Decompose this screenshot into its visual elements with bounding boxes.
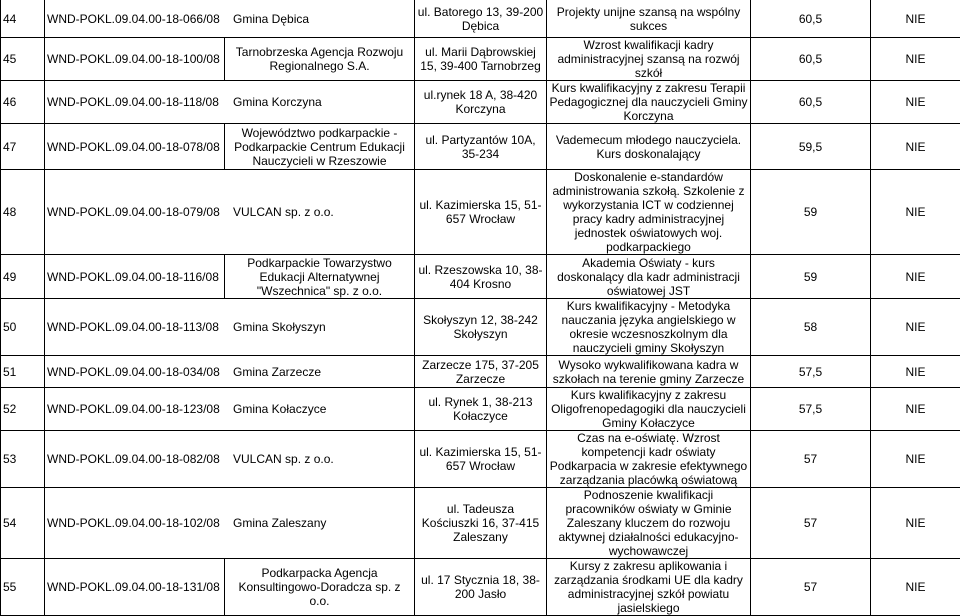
applicant-address: ul. 17 Stycznia 18, 38-200 Jasło	[415, 559, 547, 616]
result-status: NIE	[871, 388, 960, 431]
applicant-address: ul. Marii Dąbrowskiej 15, 39-400 Tarnobrzeg	[415, 38, 547, 81]
row-number: 53	[1, 431, 45, 488]
row-number: 55	[1, 559, 45, 616]
result-status: NIE	[871, 81, 960, 124]
table-row	[1, 0, 960, 38]
table-row	[1, 559, 960, 616]
row-number: 46	[1, 81, 45, 124]
result-status: NIE	[871, 488, 960, 559]
table-row	[1, 81, 960, 124]
table-row	[1, 170, 960, 255]
applicant-name: Podkarpackie Towarzystwo Edukacji Alternatywnej "Wszechnica" sp. z o.o.	[225, 255, 415, 299]
application-code: WND-POKL.09.04.00-18-123/08	[47, 402, 233, 416]
application-code: WND-POKL.09.04.00-18-100/08	[45, 38, 225, 81]
table-row	[1, 431, 960, 488]
code-org-cell	[45, 388, 415, 431]
points-score: 57	[751, 488, 871, 559]
table-row	[1, 255, 960, 299]
result-status: NIE	[871, 0, 960, 38]
points-score: 57,5	[751, 388, 871, 431]
project-title: Kurs kwalifikacyjny z zakresu Terapii Pedagogicznej dla nauczycieli Gminy Korczyna	[547, 81, 751, 124]
applicant-address: Zarzecze 175, 37-205 Zarzecze	[415, 356, 547, 388]
code-org-cell	[45, 356, 415, 388]
applicant-address: ul. Partyzantów 10A, 35-234	[415, 124, 547, 170]
result-status: NIE	[871, 255, 960, 299]
row-number: 50	[1, 299, 45, 356]
points-score: 58	[751, 299, 871, 356]
row-number: 51	[1, 356, 45, 388]
applicant-address: ul. Batorego 13, 39-200 Dębica	[415, 0, 547, 38]
points-score: 60,5	[751, 38, 871, 81]
code-org-cell	[45, 0, 415, 38]
project-title: Wysoko wykwalifikowana kadra w szkołach na terenie gminy Zarzecze	[547, 356, 751, 388]
row-number: 47	[1, 124, 45, 170]
code-org-cell	[45, 299, 415, 356]
project-title: Projekty unijne szansą na wspólny sukces	[547, 0, 751, 38]
project-title: Kurs kwalifikacyjny z zakresu Oligofrenopedagogiki dla nauczycieli Gminy Kołaczyce	[547, 388, 751, 431]
applicant-address: ul. Kazimierska 15, 51-657 Wrocław	[415, 431, 547, 488]
result-status: NIE	[871, 431, 960, 488]
points-score: 57	[751, 431, 871, 488]
applicant-name: VULCAN sp. z o.o.	[233, 205, 334, 219]
applicant-address: ul. Kazimierska 15, 51-657 Wrocław	[415, 170, 547, 255]
application-code: WND-POKL.09.04.00-18-118/08	[47, 95, 233, 109]
table-row	[1, 356, 960, 388]
application-code: WND-POKL.09.04.00-18-034/08	[47, 365, 233, 379]
points-score: 60,5	[751, 81, 871, 124]
application-code: WND-POKL.09.04.00-18-078/08	[45, 124, 225, 170]
project-title: Kursy z zakresu aplikowania i zarządzania środkami UE dla kadry administracyjnej szkół powiatu jasielskiego	[547, 559, 751, 616]
project-title: Wzrost kwalifikacji kadry administracyjnej szansą na rozwój szkół	[547, 38, 751, 81]
applicant-name: VULCAN sp. z o.o.	[233, 452, 334, 466]
code-org-cell	[45, 488, 415, 559]
applicant-name: Tarnobrzeska Agencja Rozwoju Regionalnego S.A.	[225, 38, 415, 81]
applicant-name: Gmina Zarzecze	[233, 365, 321, 379]
application-code: WND-POKL.09.04.00-18-079/08	[47, 205, 233, 219]
result-status: NIE	[871, 124, 960, 170]
points-score: 59	[751, 170, 871, 255]
result-status: NIE	[871, 559, 960, 616]
code-org-cell	[45, 170, 415, 255]
applicant-name: Gmina Korczyna	[233, 95, 322, 109]
table-row	[1, 488, 960, 559]
application-code: WND-POKL.09.04.00-18-066/08	[47, 12, 233, 26]
points-score: 59,5	[751, 124, 871, 170]
applicant-address: ul. Rzeszowska 10, 38-404 Krosno	[415, 255, 547, 299]
row-number: 44	[1, 0, 45, 38]
row-number: 49	[1, 255, 45, 299]
applicant-address: ul. Rynek 1, 38-213 Kołaczyce	[415, 388, 547, 431]
code-org-cell	[45, 431, 415, 488]
points-score: 57	[751, 559, 871, 616]
result-status: NIE	[871, 356, 960, 388]
row-number: 52	[1, 388, 45, 431]
result-status: NIE	[871, 170, 960, 255]
application-code: WND-POKL.09.04.00-18-116/08	[45, 255, 225, 299]
points-score: 60,5	[751, 0, 871, 38]
table-row	[1, 124, 960, 170]
application-code: WND-POKL.09.04.00-18-131/08	[45, 559, 225, 616]
code-org-cell	[45, 81, 415, 124]
table-row	[1, 388, 960, 431]
application-code: WND-POKL.09.04.00-18-102/08	[47, 516, 233, 530]
project-title: Akademia Oświaty - kurs doskonalący dla kadr administracji oświatowej JST	[547, 255, 751, 299]
row-number: 45	[1, 38, 45, 81]
points-score: 57,5	[751, 356, 871, 388]
applicant-address: Skołyszyn 12, 38-242 Skołyszyn	[415, 299, 547, 356]
applicant-name: Gmina Skołyszyn	[233, 320, 326, 334]
points-score: 59	[751, 255, 871, 299]
project-title: Kurs kwalifikacyjny - Metodyka nauczania języka angielskiego w okresie wczesnoszkolnym dla nauczycieli gminy Skołyszyn	[547, 299, 751, 356]
application-code: WND-POKL.09.04.00-18-113/08	[47, 320, 233, 334]
project-title: Czas na e-oświatę. Wzrost kompetencji kadr oświaty Podkarpacia w zakresie efektywnego zarządzania placówką oświatową	[547, 431, 751, 488]
applicant-address: ul.rynek 18 A, 38-420 Korczyna	[415, 81, 547, 124]
row-number: 54	[1, 488, 45, 559]
result-status: NIE	[871, 299, 960, 356]
applicant-address: ul. Tadeusza Kościuszki 16, 37-415 Zaleszany	[415, 488, 547, 559]
applicant-name: Województwo podkarpackie - Podkarpackie Centrum Edukacji Nauczycieli w Rzeszowie	[225, 124, 415, 170]
applicant-name: Gmina Kołaczyce	[233, 402, 326, 416]
project-title: Doskonalenie e-standardów administrowania szkołą. Szkolenie z wykorzystania ICT w codziennej pracy kadry administracyjnej jednostek oświatowych woj. podkarpackiego	[547, 170, 751, 255]
applicant-name: Gmina Zaleszany	[233, 516, 326, 530]
row-number: 48	[1, 170, 45, 255]
applicant-name: Gmina Dębica	[233, 12, 309, 26]
result-status: NIE	[871, 38, 960, 81]
project-title: Vademecum młodego nauczyciela. Kurs doskonalający	[547, 124, 751, 170]
application-code: WND-POKL.09.04.00-18-082/08	[47, 452, 233, 466]
table-row	[1, 299, 960, 356]
table-row	[1, 38, 960, 81]
applicant-name: Podkarpacka Agencja Konsultingowo-Doradcza sp. z o.o.	[225, 559, 415, 616]
project-title: Podnoszenie kwalifikacji pracowników oświaty w Gminie Zaleszany kluczem do rozwoju aktywnej działalności edukacyjno-wychowawczej	[547, 488, 751, 559]
